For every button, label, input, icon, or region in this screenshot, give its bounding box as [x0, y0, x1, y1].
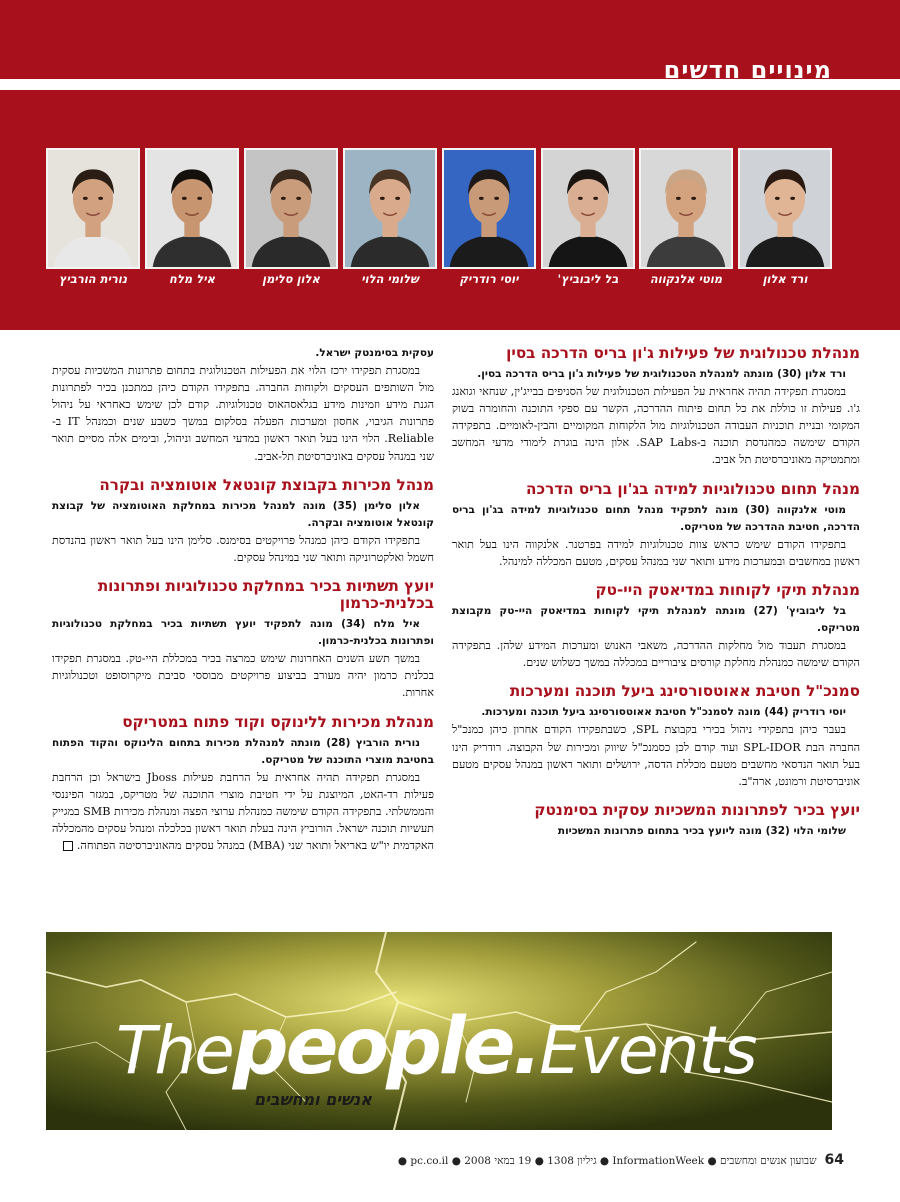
- person-photo: [442, 148, 536, 298]
- article-body: במסגרת תפקידו ירכז הלוי את הפעילות הטכנולוגית בתחום פתרונות המשכיות עסקית מול השותפים העסקים ולקוחות החברה. בתפקידו הקודם כיהן כמתכנן בכיר לפתרונות הגנת מידע וזמינות מידע בגלאסהאוס טכנולוגיות. קודם לכן שימש כאחראי על ניהול פתרונות הגיבוי, אחסון ומערכות הפעלה בסלקום במשך כשבע שנים וכמנהל IT ב-Reliable. הלוי הינו בעל תואר ראשון במדעי המחשב וניהול, ובימים אלה מסיים תואר שני במנהל עסקים באוניברסיטת תל-אביב.: [52, 364, 434, 463]
- article-body: במשך תשע השנים האחרונות שימש כמרצה בכיר במכללת היי-טק. במסגרת תפקידו בכלנית כרמון יהיה מעורב בביצוע פרויקטים מבוססי סביבת מיקרוסופט וטכנולוגיות אחרות.: [52, 652, 434, 700]
- article: [52, 578, 434, 701]
- article: [452, 345, 860, 469]
- banner-logo: [116, 1002, 757, 1092]
- article: [52, 714, 434, 855]
- article-lead: אלון סלימן (35) מונה למנהל מכירות במחלקת האוטומציה של קבוצת קונטאל אוטומציה ובקרה.: [52, 499, 434, 529]
- portrait-image: [639, 148, 733, 269]
- portrait-image: [442, 148, 536, 269]
- banner-the: The: [116, 1012, 233, 1089]
- person-photo: [145, 148, 239, 298]
- person-name: בל ליבוביץ': [557, 272, 619, 286]
- article-continued: [52, 345, 434, 465]
- banner-people: people: [232, 1002, 513, 1092]
- end-of-article-icon: [63, 841, 73, 851]
- person-name: ורד אלון: [762, 272, 808, 286]
- person-name: יוסי רודריק: [459, 272, 519, 286]
- article: [52, 477, 434, 566]
- portrait-image: [541, 148, 635, 269]
- section-title: מינויים חדשים: [663, 56, 832, 84]
- person-photo: [343, 148, 437, 298]
- person-name: שלומי הלוי: [361, 272, 419, 286]
- banner-dot: .: [512, 1002, 540, 1092]
- article-body: במסגרת תפקידה תהיה אחראית על הפעילות הטכנולוגית של הסניפים בבייג'ין, שנחאי וגואנג ג'ו. פעילות זו כוללת את כל תחום פיתוח ההדרכה, הקשר עם ספקי התוכנה והחומרה בשוק המקומי ובניית תוכניות העבודה הטכנולוגיות מול הלקוחות המקומיים והבין-לאומיים. בתפקידה הקודם שימשה כמהנדסת תוכנה ב-SAP Labs. אלון הינה בוגרת לימודי מדעי המחשב ומתמטיקה מאוניברסיטת תל אביב.: [452, 385, 860, 467]
- article-title: מנהל תחום טכנולוגיות למידה בג'ון בריס הדרכה: [526, 479, 860, 498]
- article: [452, 683, 860, 789]
- article-body-text: במסגרת תפקידה תהיה אחראית על הרחבת פעילות Jboss בישראל וכן הרחבת פעילות רד-האט, המיוצגת על ידי חטיבת מוצרי התוכנה של מטריקס, במגזר הפיננסי והממשלתי. בתפקידה הקודם שימשה כמנהלת ערוצי הפצה ומנהלת מכירות SMB במגייק תעשיות תוכנה ישראל. הורוביץ הינה בעלת תואר ראשון בכלכלה ומנהל עסקים מהמכללה האקדמית יו"ש באריאל ותואר שני (MBA) במנהל עסקים מהאוניברסיטה הפתוחה.: [52, 770, 434, 853]
- article-title: מנהלת תיקי לקוחות במדיאטק היי-טק: [595, 580, 860, 599]
- person-name: אלון סלימן: [262, 272, 320, 286]
- portrait-image: [46, 148, 140, 269]
- article-title: יועץ בכיר לפתרונות המשכיות עסקית בסימנטק: [534, 800, 860, 819]
- article-lead: בל ליבוביץ' (27) מונתה למנהלת תיקי לקוחות במדיאטק היי-טק מקבוצת מטריקס.: [452, 604, 860, 635]
- article-lead: יוסי רודריק (44) מונה לסמנכ"ל חטיבת אאוטסורסינג ביעל תוכנה ומערכות.: [481, 706, 846, 719]
- person-photo: [738, 148, 832, 298]
- left-column: [52, 345, 434, 866]
- article-title: יועץ תשתיות בכיר במחלקת טכנולוגיות ופתרונות בכלנית-כרמון: [97, 577, 434, 613]
- article-lead: ורד אלון (30) מונתה למנהלת הטכנולוגית של פעילות ג'ון בריס הדרכה בסין.: [477, 368, 846, 380]
- portrait-image: [343, 148, 437, 269]
- page-footer: [398, 1152, 844, 1168]
- article-body: בתפקידו הקודם שימש כראש צוות טכנולוגיות למידה בפרטנר. אלנקווה הינו בעל תואר ראשון במחשבים ובמערכות מידע ותואר שני במנהל עסקים, מטעם המכללה למינהל.: [452, 537, 860, 568]
- portrait-image: [738, 148, 832, 269]
- article: [452, 582, 860, 671]
- article-title: מנהל מכירות בקבוצת קונטאל אוטומציה ובקרה: [99, 475, 434, 494]
- page-number: 64: [824, 1152, 844, 1168]
- article-title: מנהלת מכירות ללינוקס וקוד פתוח במטריקס: [122, 712, 434, 731]
- article-lead-continued: עסקית בסימנטק ישראל.: [315, 347, 434, 359]
- footer-text: שבועון אנשים ומחשבים ● InformationWeek ● גיליון 1308 ● 19 במאי 2008 ● pc.co.il ●: [397, 1155, 817, 1167]
- portrait-image: [145, 148, 239, 269]
- article: [452, 802, 860, 840]
- article-lead: מוטי אלנקווה (30) מונה לתפקיד מנהל תחום טכנולוגיות למידה בג'ון בריס הדרכה, חטיבת ההדרכה של מטריקס.: [452, 503, 860, 533]
- right-column: [452, 345, 860, 852]
- banner-subtitle: אנשים ומחשבים: [254, 1090, 372, 1109]
- banner-events: Events: [539, 1012, 757, 1089]
- person-photo: [541, 148, 635, 298]
- article-lead: איל מלח (34) מונה לתפקיד יועץ תשתיות בכיר במחלקת טכנולוגיות ופתרונות בכלנית-כרמון.: [52, 618, 434, 648]
- person-name: מוטי אלנקווה: [649, 272, 723, 286]
- article-body: בתפקידו הקודם כיהן כמנהל פרויקטים בסימנס. סלימן הינו בעל תואר ראשון בהנדסת חשמל ואלקטרוניקה ותואר שני במינהל עסקים.: [52, 533, 434, 564]
- person-name: איל מלח: [169, 272, 215, 286]
- article-body: [52, 769, 434, 854]
- photo-strip: [46, 148, 832, 298]
- events-banner: [46, 932, 832, 1130]
- article-body: במסגרת תעבוד מול מחלקות ההדרכה, משאבי האנוש ומערכות המידע שלהן. בתפקידה הקודם שימשה כמנהלת מחלקת קורסים ציבוריים במכללה במשך כשלוש שנים.: [452, 639, 860, 670]
- person-photo: [639, 148, 733, 298]
- article-title: מנהלת טכנולוגית של פעילות ג'ון בריס הדרכה בסין: [506, 344, 860, 362]
- person-photo: [46, 148, 140, 298]
- person-name: נורית הורביץ: [58, 272, 128, 286]
- person-photo: [244, 148, 338, 298]
- article-body: בעבר כיהן בתפקידי ניהול בכירי בקבוצת SPL, כשבתפקידו הקודם אחרון כיהן כמנכ"ל החברה הבת SPL-IDOR ועוד קודם לכן כסמנכ"ל שיווק ומכירות של הקבוצה. רודריק הינו בעל תואר הנדסאי מחשבים מטעם מכללת הדסה, ירושלים ותואר ראשון במנהל עסקים מטעם אוניברסיטת ורמונט, ארה"ב.: [452, 723, 860, 788]
- article-lead: נורית הורביץ (28) מונתה למנהלת מכירות בתחום הלינוקס והקוד הפתוח בחטיבת מוצרי התוכנה של מטריקס.: [52, 736, 434, 766]
- article-lead: שלומי הלוי (32) מונה ליועץ בכיר בתחום פתרונות המשכיות: [557, 824, 846, 837]
- portrait-image: [244, 148, 338, 269]
- article: [452, 481, 860, 570]
- article-title: סמנכ"ל חטיבת אאוטסורסינג ביעל תוכנה ומערכות: [509, 682, 860, 701]
